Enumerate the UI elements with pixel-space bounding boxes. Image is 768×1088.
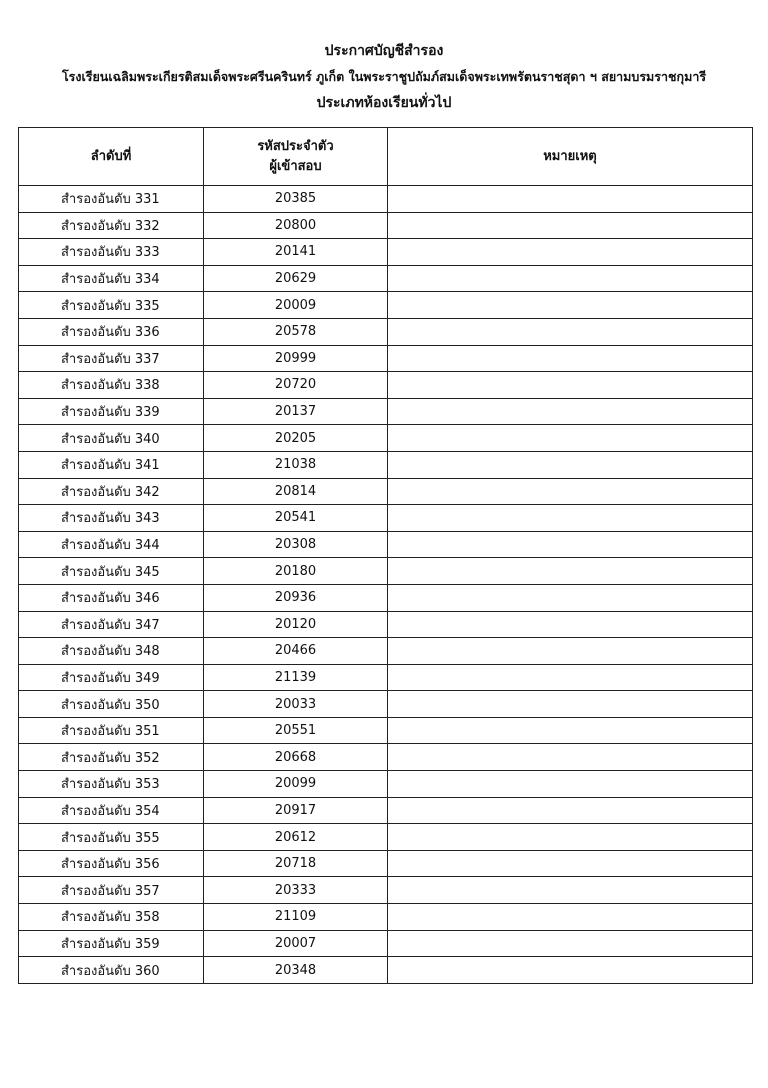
remark-cell <box>388 505 753 532</box>
table-row <box>19 292 753 319</box>
reserve-rank-cell: สำรองอันดับ 340 <box>19 425 204 452</box>
column-header-code-line2: ผู้เข้าสอบ <box>269 158 322 174</box>
reserve-rank-cell: สำรองอันดับ 331 <box>19 186 204 213</box>
reserve-rank-cell: สำรองอันดับ 338 <box>19 372 204 399</box>
reserve-rank-cell: สำรองอันดับ 350 <box>19 691 204 718</box>
table-row <box>19 611 753 638</box>
remark-cell <box>388 664 753 691</box>
table-row <box>19 771 753 798</box>
candidate-code-cell: 20917 <box>204 797 388 824</box>
candidate-code-cell: 20629 <box>204 265 388 292</box>
table-row <box>19 717 753 744</box>
remark-cell <box>388 451 753 478</box>
reserve-rank-cell: สำรองอันดับ 351 <box>19 717 204 744</box>
candidate-code-cell: 20141 <box>204 239 388 266</box>
table-row <box>19 558 753 585</box>
candidate-code-cell: 20814 <box>204 478 388 505</box>
header-row <box>19 128 753 186</box>
remark-cell <box>388 638 753 665</box>
column-header-remark <box>388 128 753 186</box>
candidate-code-cell: 20205 <box>204 425 388 452</box>
remark-cell <box>388 584 753 611</box>
table-row <box>19 930 753 957</box>
table-row <box>19 638 753 665</box>
document-title: ประกาศบัญชีสำรอง <box>324 43 444 59</box>
reserve-rank-cell: สำรองอันดับ 355 <box>19 824 204 851</box>
candidate-code-cell: 20308 <box>204 531 388 558</box>
remark-cell <box>388 239 753 266</box>
school-name: โรงเรียนเฉลิมพระเกียรติสมเด็จพระศรีนครินทร์ ภูเก็ต ในพระราชูปถัมภ์สมเด็จพระเทพรัตนราชสุดา ฯ สยามบรมราชกุมารี <box>61 69 707 84</box>
reserve-rank-cell: สำรองอันดับ 332 <box>19 212 204 239</box>
candidate-code-cell: 20007 <box>204 930 388 957</box>
reserve-rank-cell: สำรองอันดับ 337 <box>19 345 204 372</box>
reserve-rank-cell: สำรองอันดับ 347 <box>19 611 204 638</box>
remark-cell <box>388 850 753 877</box>
remark-cell <box>388 318 753 345</box>
column-header-order <box>19 128 204 186</box>
remark-cell <box>388 824 753 851</box>
candidate-code-cell: 20936 <box>204 584 388 611</box>
table-row <box>19 957 753 984</box>
table-row <box>19 797 753 824</box>
remark-cell <box>388 877 753 904</box>
candidate-code-cell: 21139 <box>204 664 388 691</box>
table-row <box>19 318 753 345</box>
reserve-list-table <box>18 127 753 984</box>
table-row <box>19 877 753 904</box>
remark-cell <box>388 717 753 744</box>
remark-cell <box>388 771 753 798</box>
remark-cell <box>388 265 753 292</box>
reserve-rank-cell: สำรองอันดับ 357 <box>19 877 204 904</box>
reserve-rank-cell: สำรองอันดับ 336 <box>19 318 204 345</box>
candidate-code-cell: 20551 <box>204 717 388 744</box>
candidate-code-cell: 20333 <box>204 877 388 904</box>
remark-cell <box>388 345 753 372</box>
candidate-code-cell: 20385 <box>204 186 388 213</box>
table-row <box>19 505 753 532</box>
remark-cell <box>388 478 753 505</box>
candidate-code-cell: 20348 <box>204 957 388 984</box>
table-row <box>19 850 753 877</box>
remark-cell <box>388 957 753 984</box>
table-row <box>19 904 753 931</box>
column-header-order-label: ลำดับที่ <box>90 148 132 164</box>
reserve-rank-cell: สำรองอันดับ 342 <box>19 478 204 505</box>
remark-cell <box>388 292 753 319</box>
reserve-rank-cell: สำรองอันดับ 359 <box>19 930 204 957</box>
reserve-rank-cell: สำรองอันดับ 343 <box>19 505 204 532</box>
remark-cell <box>388 398 753 425</box>
reserve-rank-cell: สำรองอันดับ 333 <box>19 239 204 266</box>
reserve-rank-cell: สำรองอันดับ 344 <box>19 531 204 558</box>
candidate-code-cell: 20800 <box>204 212 388 239</box>
remark-cell <box>388 372 753 399</box>
table-row <box>19 212 753 239</box>
reserve-rank-cell: สำรองอันดับ 360 <box>19 957 204 984</box>
remark-cell <box>388 425 753 452</box>
candidate-code-cell: 20668 <box>204 744 388 771</box>
table-row <box>19 398 753 425</box>
reserve-rank-cell: สำรองอันดับ 339 <box>19 398 204 425</box>
reserve-rank-cell: สำรองอันดับ 349 <box>19 664 204 691</box>
candidate-code-cell: 20120 <box>204 611 388 638</box>
table-row <box>19 265 753 292</box>
remark-cell <box>388 744 753 771</box>
candidate-code-cell: 20033 <box>204 691 388 718</box>
table-row <box>19 345 753 372</box>
table-header <box>19 128 753 186</box>
reserve-rank-cell: สำรองอันดับ 341 <box>19 451 204 478</box>
reserve-rank-cell: สำรองอันดับ 354 <box>19 797 204 824</box>
candidate-code-cell: 20612 <box>204 824 388 851</box>
remark-cell <box>388 531 753 558</box>
reserve-rank-cell: สำรองอันดับ 356 <box>19 850 204 877</box>
table-row <box>19 691 753 718</box>
table-row <box>19 664 753 691</box>
reserve-rank-cell: สำรองอันดับ 334 <box>19 265 204 292</box>
remark-cell <box>388 797 753 824</box>
table-row <box>19 824 753 851</box>
column-header-code-line1: รหัสประจำตัว <box>257 138 334 154</box>
remark-cell <box>388 611 753 638</box>
candidate-code-cell: 20541 <box>204 505 388 532</box>
remark-cell <box>388 691 753 718</box>
table-row <box>19 744 753 771</box>
reserve-rank-cell: สำรองอันดับ 348 <box>19 638 204 665</box>
table-row <box>19 372 753 399</box>
column-header-remark-label: หมายเหตุ <box>543 148 597 164</box>
remark-cell <box>388 212 753 239</box>
candidate-code-cell: 20718 <box>204 850 388 877</box>
table-row <box>19 584 753 611</box>
reserve-rank-cell: สำรองอันดับ 345 <box>19 558 204 585</box>
table-row <box>19 451 753 478</box>
candidate-code-cell: 21109 <box>204 904 388 931</box>
document-header <box>0 38 768 116</box>
candidate-code-cell: 20137 <box>204 398 388 425</box>
candidate-code-cell: 20999 <box>204 345 388 372</box>
remark-cell <box>388 186 753 213</box>
classroom-type: ประเภทห้องเรียนทั่วไป <box>316 95 452 111</box>
reserve-rank-cell: สำรองอันดับ 352 <box>19 744 204 771</box>
candidate-code-cell: 20720 <box>204 372 388 399</box>
table-row <box>19 186 753 213</box>
reserve-rank-cell: สำรองอันดับ 358 <box>19 904 204 931</box>
candidate-code-cell: 20578 <box>204 318 388 345</box>
table-row <box>19 531 753 558</box>
candidate-code-cell: 21038 <box>204 451 388 478</box>
candidate-code-cell: 20466 <box>204 638 388 665</box>
remark-cell <box>388 904 753 931</box>
candidate-code-cell: 20099 <box>204 771 388 798</box>
column-header-code <box>204 128 388 186</box>
reserve-rank-cell: สำรองอันดับ 346 <box>19 584 204 611</box>
table-row <box>19 478 753 505</box>
candidate-code-cell: 20180 <box>204 558 388 585</box>
table-row <box>19 239 753 266</box>
table-row <box>19 425 753 452</box>
table-body <box>19 186 753 984</box>
candidate-code-cell: 20009 <box>204 292 388 319</box>
reserve-rank-cell: สำรองอันดับ 353 <box>19 771 204 798</box>
remark-cell <box>388 558 753 585</box>
reserve-rank-cell: สำรองอันดับ 335 <box>19 292 204 319</box>
remark-cell <box>388 930 753 957</box>
